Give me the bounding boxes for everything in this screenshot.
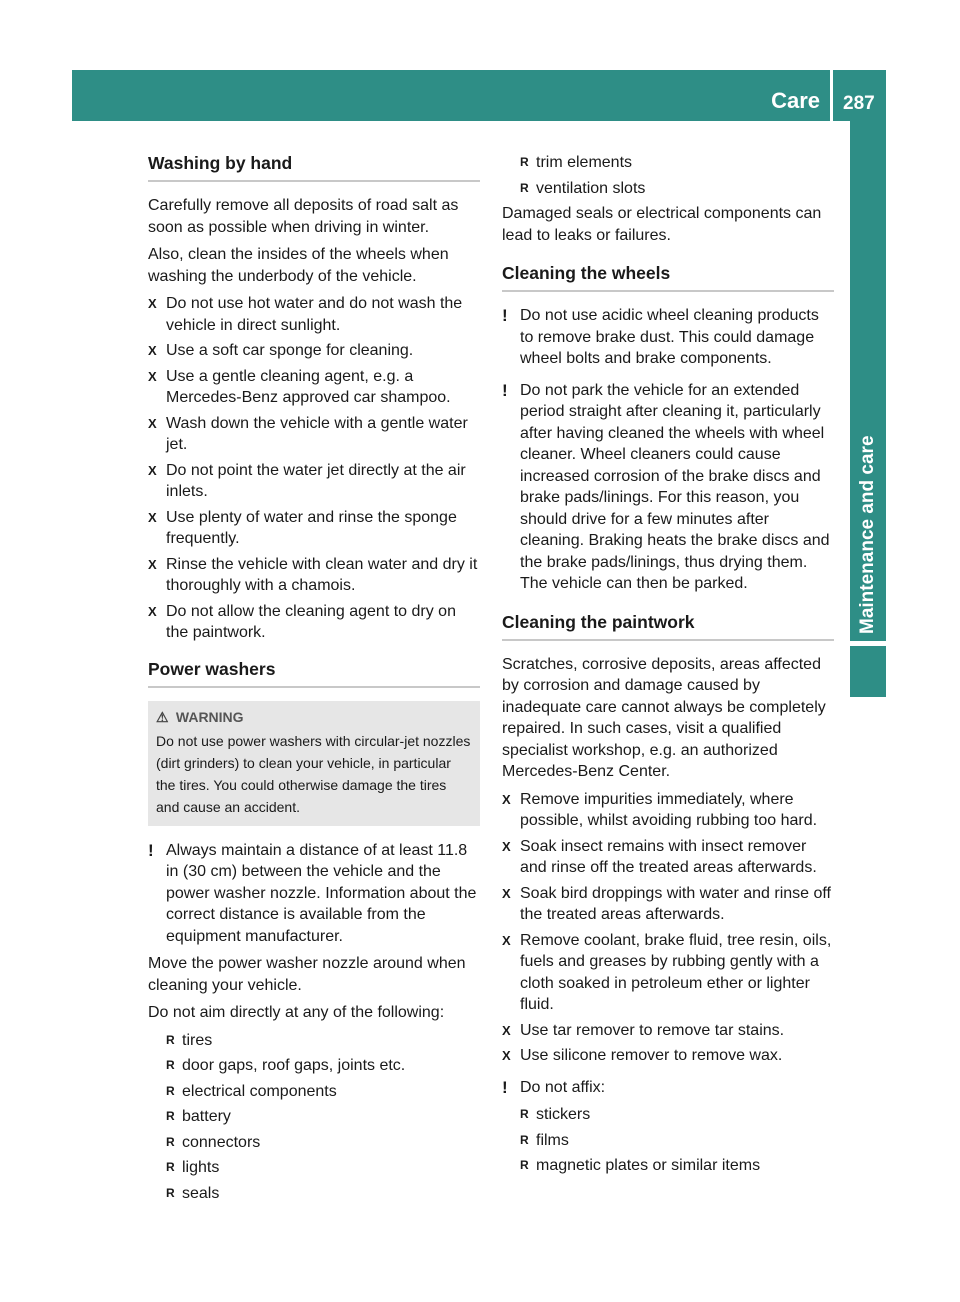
heading-cleaning-wheels: Cleaning the wheels <box>502 262 834 292</box>
side-tab-label: Maintenance and care <box>857 435 878 634</box>
bullet-icon: R <box>166 1083 175 1098</box>
step-arrow-icon: X <box>502 885 511 901</box>
bullet-icon: R <box>166 1109 175 1123</box>
step-arrow-icon: X <box>502 1022 511 1038</box>
list-item: R lights <box>166 1157 480 1179</box>
header-bar <box>72 70 886 121</box>
warning-text: Do not use power washers with circular-jet nozzles (dirt grinders) to clean your vehicle, in particular the tires. You could otherwise damage the tires and cause an accident. <box>156 732 471 815</box>
list-item: R door gaps, roof gaps, joints etc. <box>166 1055 480 1077</box>
paragraph: Do not aim directly at any of the following: <box>148 1004 445 1021</box>
instruction-step: X Soak insect remains with insect remover and rinse off the treated areas afterwards. <box>502 837 817 876</box>
bullet-icon: R <box>166 1134 175 1149</box>
instruction-step: X Remove impurities immediately, where possible, whilst avoiding rubbing too hard. <box>502 790 818 829</box>
step-arrow-icon: X <box>148 368 157 384</box>
step-arrow-icon: X <box>148 603 157 619</box>
step-arrow-icon: X <box>148 343 157 358</box>
exclamation-icon: ! <box>148 840 154 860</box>
bullet-icon: R <box>520 1107 529 1121</box>
instruction-step: X Use silicone remover to remove wax. <box>502 1045 834 1067</box>
exclamation-icon: ! <box>502 1077 508 1097</box>
step-arrow-icon: X <box>148 296 157 311</box>
bullet-icon: R <box>166 1185 175 1200</box>
note: ! Do not affix: <box>502 1077 606 1097</box>
right-column <box>502 152 834 1181</box>
paragraph: Damaged seals or electrical components can lead to leaks or failures. <box>502 205 822 244</box>
note: ! Always maintain a distance of at least 11.8 in (30 cm) between the vehicle and the power washer nozzle. Information about the correct distance is available from the equipment manufacturer. <box>148 840 477 945</box>
paragraph: Scratches, corrosive deposits, areas affected by corrosion and damage caused by inadequate care cannot always be completely repaired. In such cases, visit a qualified specialist workshop, e.g. an authorized Mercedes-Benz Center. <box>502 655 826 780</box>
bullet-icon: R <box>166 1032 175 1047</box>
list-item: R films <box>520 1130 834 1152</box>
page-number: 287 <box>843 93 875 114</box>
list-item: R connectors <box>166 1132 480 1154</box>
instruction-step: X Do not use hot water and do not wash the vehicle in direct sunlight. <box>148 295 463 334</box>
paragraph: Also, clean the insides of the wheels when washing the underbody of the vehicle. <box>148 246 449 285</box>
list-item: R electrical components <box>166 1081 480 1103</box>
instruction-step: X Wash down the vehicle with a gentle water jet. <box>148 414 468 453</box>
step-arrow-icon: X <box>148 415 157 431</box>
warning-header: ⚠ WARNING <box>156 708 244 725</box>
warning-triangle-icon: ⚠ <box>156 708 169 725</box>
instruction-step: X Use plenty of water and rinse the sponge frequently. <box>148 508 457 547</box>
note: ! Do not use acidic wheel cleaning products to remove brake dust. This could damage wheel bolts and brake components. <box>502 306 819 367</box>
list-item: R magnetic plates or similar items <box>520 1155 834 1177</box>
step-arrow-icon: X <box>502 838 511 854</box>
instruction-step: X Use tar remover to remove tar stains. <box>502 1020 834 1042</box>
list-item: R trim elements <box>520 152 834 174</box>
bullet-icon: R <box>520 155 529 169</box>
side-tab-marker <box>850 646 886 697</box>
list-item: R ventilation slots <box>520 178 834 200</box>
bullet-icon: R <box>166 1058 175 1072</box>
exclamation-icon: ! <box>502 306 508 325</box>
heading-cleaning-paintwork: Cleaning the paintwork <box>502 611 834 641</box>
bullet-icon: R <box>166 1160 175 1174</box>
instruction-step: X Do not allow the cleaning agent to dry on the paintwork. <box>148 602 456 641</box>
list-item: R tires <box>166 1030 480 1052</box>
instruction-step: X Use a soft car sponge for cleaning. <box>148 340 480 362</box>
page-title: Care <box>771 88 820 113</box>
list-item: R seals <box>166 1183 480 1205</box>
paragraph: Move the power washer nozzle around when cleaning your vehicle. <box>148 955 466 994</box>
left-column <box>148 152 480 1208</box>
instruction-step: X Rinse the vehicle with clean water and dry it thoroughly with a chamois. <box>148 555 478 594</box>
step-arrow-icon: X <box>148 556 157 572</box>
bullet-icon: R <box>520 180 529 195</box>
heading-power-washers: Power washers <box>148 658 480 688</box>
paragraph: Carefully remove all deposits of road salt as soon as possible when driving in winter. <box>148 197 459 236</box>
warning-box <box>148 701 480 826</box>
step-arrow-icon: X <box>502 1048 511 1063</box>
step-arrow-icon: X <box>502 791 511 807</box>
bullet-icon: R <box>520 1158 529 1172</box>
step-arrow-icon: X <box>502 932 511 948</box>
instruction-step: X Remove coolant, brake fluid, tree resin, oils, fuels and greases by rubbing gently with a cloth soaked in petroleum ether or lighter fluid. <box>502 931 832 1013</box>
header-separator <box>830 70 833 121</box>
exclamation-icon: ! <box>502 380 508 400</box>
instruction-step: X Use a gentle cleaning agent, e.g. a Mercedes-Benz approved car shampoo. <box>148 367 451 406</box>
note: ! Do not park the vehicle for an extended period straight after cleaning it, particularly after having cleaned the wheels with wheel cleaner. Wheel cleaners could cause increased corrosion of the brake discs and brake pads/linings. For this reason, you should drive for a few minutes after cleaning. Braking heats the brake discs and the brake pads/linings, thus drying them. The vehicle can then be parked. <box>502 380 830 592</box>
instruction-step: X Soak bird droppings with water and rinse off the treated areas afterwards. <box>502 884 831 923</box>
list-item: R battery <box>166 1106 480 1128</box>
instruction-step: X Do not point the water jet directly at the air inlets. <box>148 461 466 500</box>
step-arrow-icon: X <box>148 509 157 525</box>
step-arrow-icon: X <box>148 462 157 478</box>
list-item: R stickers <box>520 1104 834 1126</box>
bullet-icon: R <box>520 1132 529 1147</box>
heading-washing-by-hand: Washing by hand <box>148 152 480 182</box>
